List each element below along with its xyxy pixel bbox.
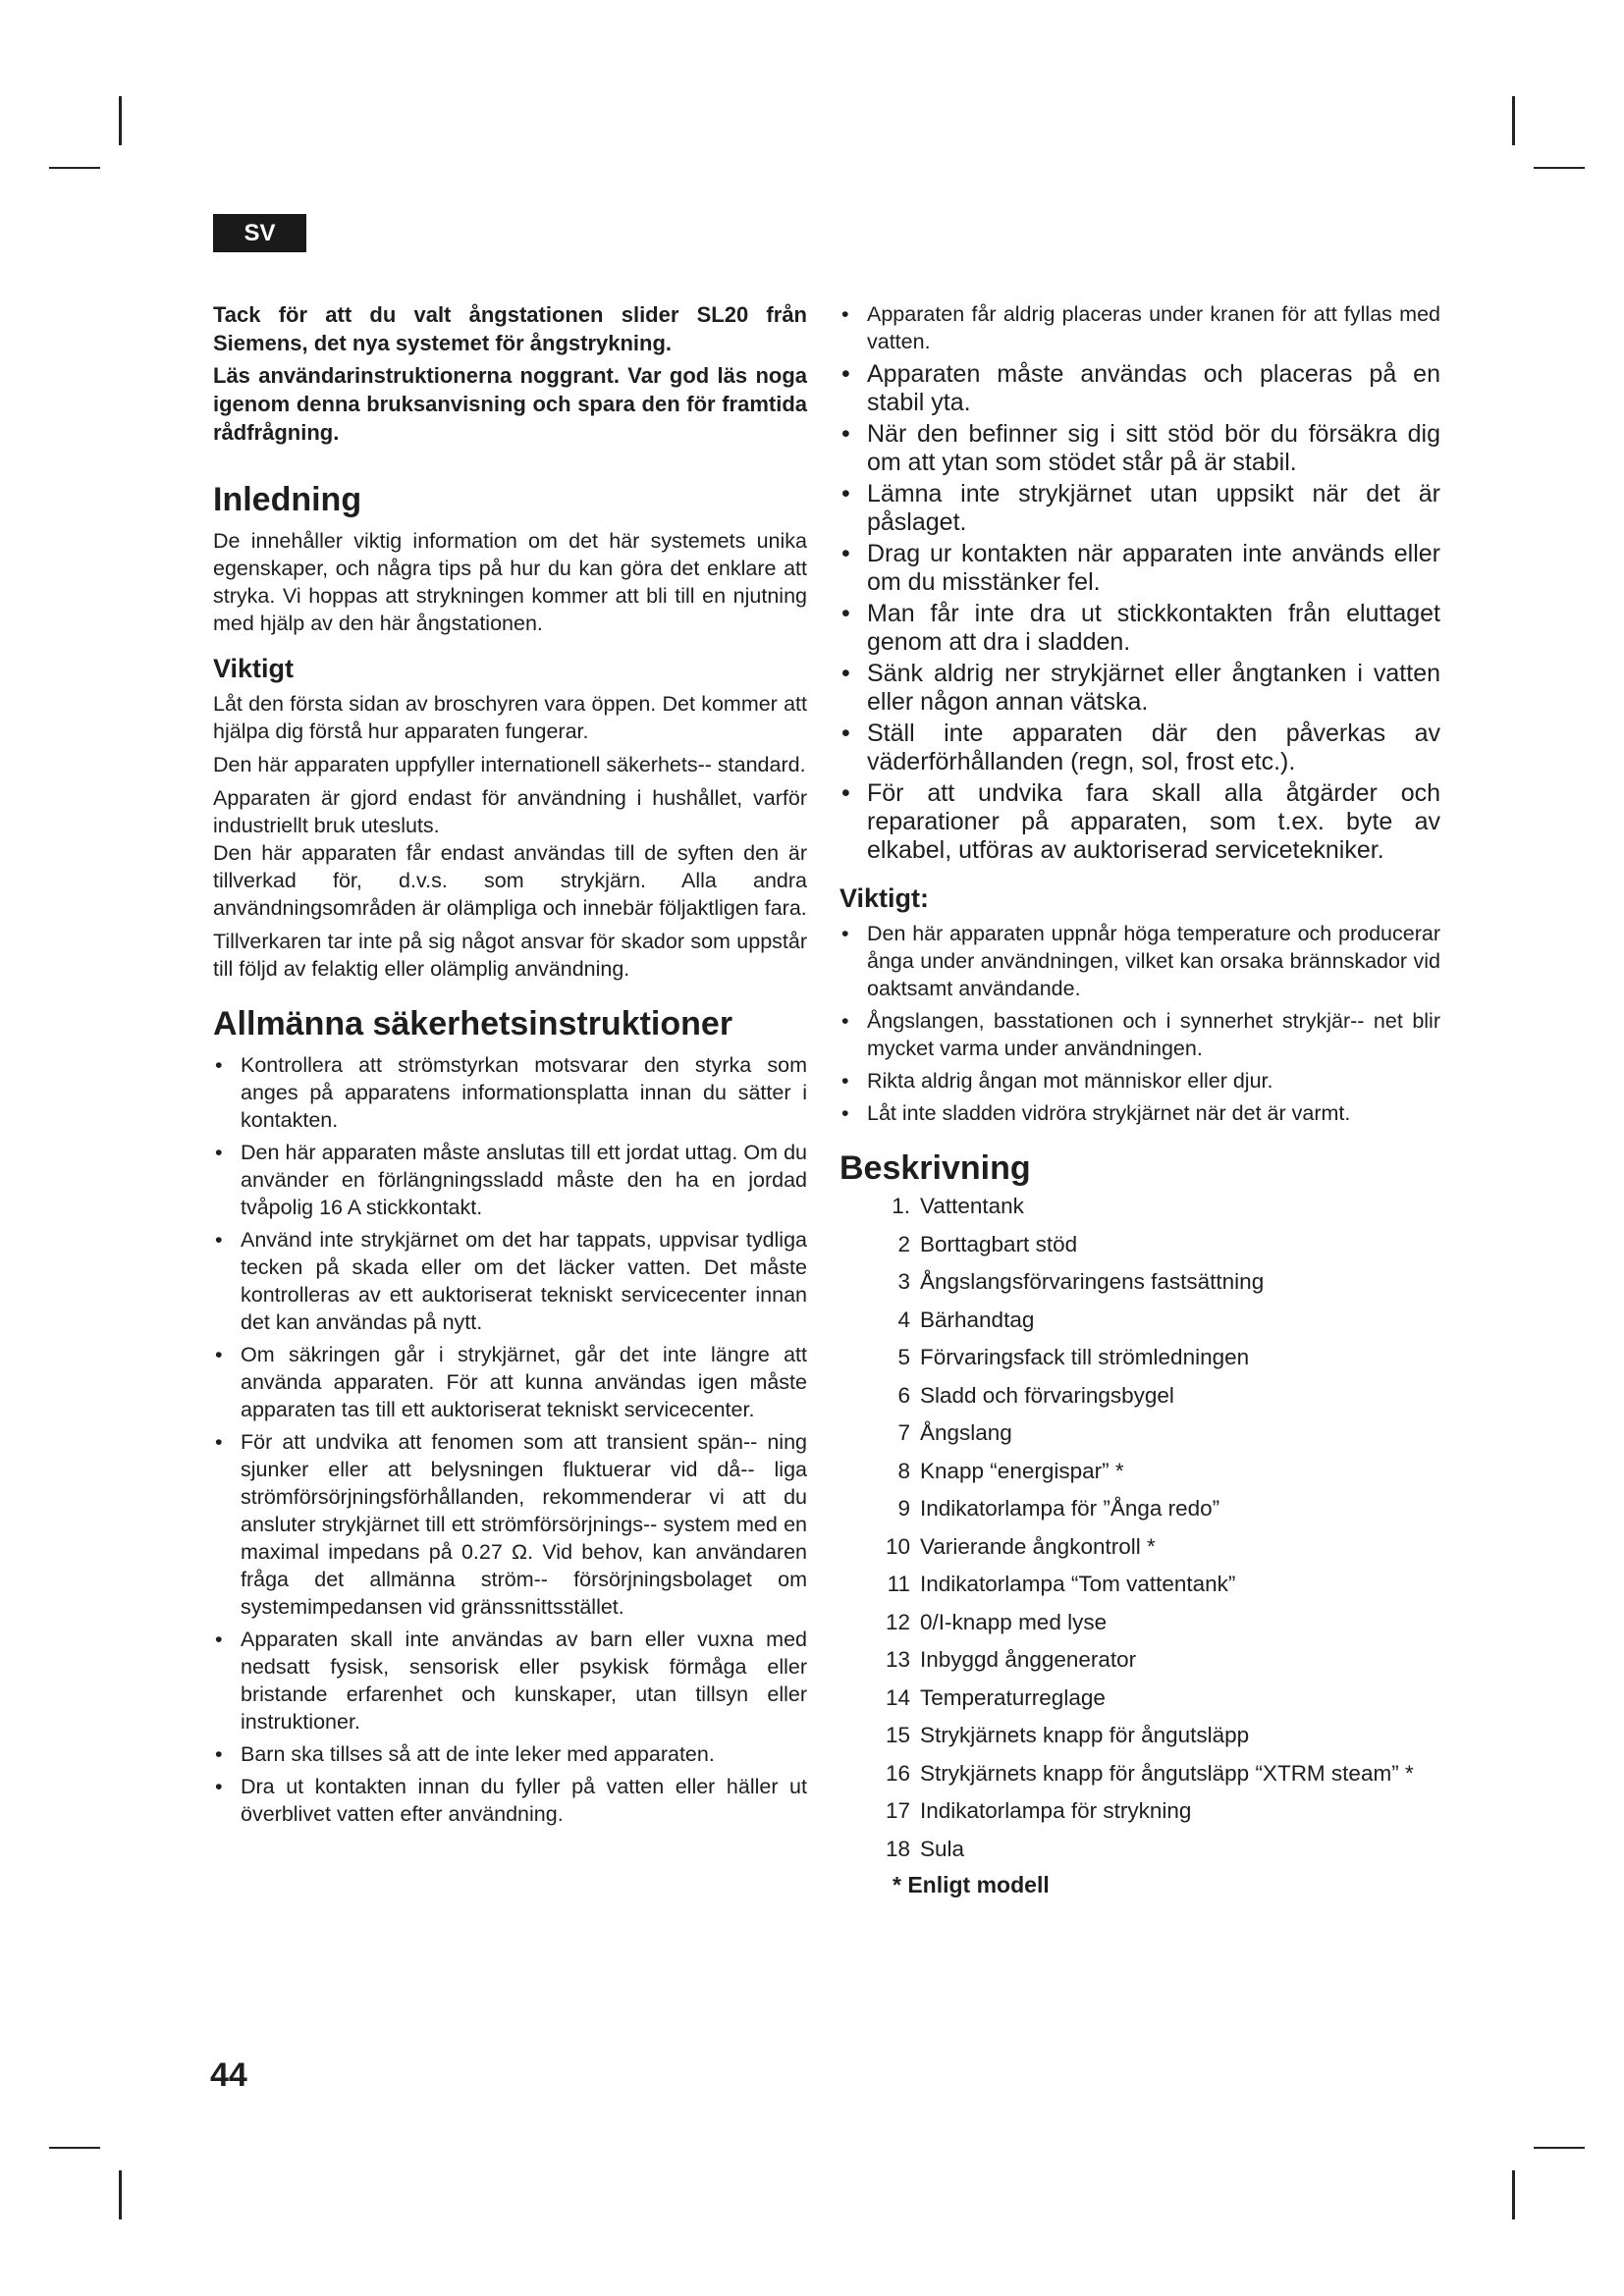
- part-item: 4 Bärhandtag: [897, 1307, 1035, 1332]
- part-item: 15 Strykjärnets knapp för ångutsläpp: [885, 1723, 1250, 1747]
- part-item: 13 Inbyggd ånggenerator: [885, 1647, 1137, 1672]
- viktigt-paragraph: Den här apparaten får endast användas till de syften den är tillverkad för, d.v.s. som strykjärn. Alla andra användningsområden är olämpliga och innebär följaktligen fara.: [213, 841, 807, 920]
- safety-list-large: [839, 360, 1440, 865]
- crop-mark: [49, 167, 100, 169]
- part-item: 17 Indikatorlampa för strykning: [885, 1798, 1192, 1823]
- list-item: • Apparaten skall inte användas av barn eller vuxna med nedsatt fysisk, sensorisk eller psykisk förmåga eller bristande erfarenhet och kunskaper, utan tillsyn eller instruktioner.: [215, 1628, 807, 1734]
- part-item: 5 Förvaringsfack till strömledningen: [897, 1345, 1250, 1369]
- list-item: • Använd inte strykjärnet om det har tappats, uppvisar tydliga tecken på skada eller om det läcker vatten. Det måste kontrolleras av ett auktoriserat tekniskt servicecenter innan det kan användas på nytt.: [215, 1228, 807, 1334]
- list-item: • Låt inte sladden vidröra strykjärnet när det är varmt.: [841, 1101, 1351, 1125]
- part-item: 12 0/I-knapp med lyse: [885, 1609, 1108, 1634]
- right-column: [839, 300, 1440, 1899]
- list-item: • Barn ska tillses så att de inte leker med apparaten.: [215, 1742, 715, 1766]
- part-item: 1. Vattentank: [892, 1194, 1024, 1218]
- heading-viktigt: Viktigt: [213, 654, 295, 683]
- safety-list-continued: [839, 300, 1440, 355]
- safety-list: [213, 1051, 807, 1828]
- intro-read: Läs användarinstruktionerna noggrant. Var god läs noga igenom denna bruksanvisning och spara den för framtida rådfrågning.: [213, 363, 807, 445]
- crop-mark: [1512, 96, 1515, 145]
- list-item: • Ställ inte apparaten där den påverkas av väderförhållanden (regn, sol, frost etc.).: [841, 720, 1440, 775]
- part-item: 2 Borttagbart stöd: [897, 1231, 1078, 1256]
- parts-list: [839, 1190, 1440, 1865]
- part-item: 11 Indikatorlampa “Tom vattentank”: [887, 1572, 1236, 1596]
- list-item: • Dra ut kontakten innan du fyller på vatten eller häller ut överblivet vatten efter användning.: [215, 1775, 807, 1826]
- part-item: 14 Temperaturreglage: [885, 1684, 1106, 1710]
- heading-viktigt-2: Viktigt:: [839, 883, 930, 913]
- viktigt-paragraph: Låt den första sidan av broschyren vara öppen. Det kommer att hjälpa dig förstå hur apparaten fungerar.: [213, 692, 807, 743]
- heading-safety: Allmänna säkerhetsinstruktioner: [213, 1005, 733, 1042]
- viktigt-list: [839, 920, 1440, 1127]
- list-item: • För att undvika fara skall alla åtgärder och reparationer på apparaten, som t.ex. byte av elkabel, utföras av auktoriserad servicetekniker.: [841, 779, 1440, 864]
- list-item: • Apparaten får aldrig placeras under kranen för att fyllas med vatten.: [841, 302, 1440, 353]
- part-item: 9 Indikatorlampa för ”Ånga redo”: [897, 1496, 1220, 1521]
- list-item: • Ångslangen, basstationen och i synnerhet strykjär-- net blir mycket varma under användningen.: [841, 1009, 1440, 1060]
- crop-mark: [1512, 2170, 1515, 2219]
- list-item: • För att undvika att fenomen som att transient spän-- ning sjunker eller att belysningen fluktuerar vid då-- liga strömförsörjningsförhållanden, rekommenderar vi att du ansluter strykjärnet till ett strömförsörjnings-- system med en maximal impedans på 0.27 Ω. Vid behov, kan användaren fråga det allmänna ström-- försörjningsbolaget om systemimpedansen vid gränssnittsstället.: [215, 1430, 807, 1619]
- part-item: 3 Ångslangsförvaringens fastsättning: [897, 1269, 1265, 1294]
- part-item: 18 Sula: [885, 1836, 965, 1861]
- list-item: • Apparaten måste användas och placeras på en stabil yta.: [841, 360, 1440, 416]
- list-item: • Kontrollera att strömstyrkan motsvarar den styrka som anges på apparatens informationsplatta innan du sätter i kontakten.: [215, 1053, 807, 1132]
- list-item: • Sänk aldrig ner strykjärnet eller ångtanken i vatten eller någon annan vätska.: [841, 660, 1440, 716]
- inledning-text: De innehåller viktig information om det här systemets unika egenskaper, och några tips på hur du kan göra det enklare att stryka. Vi hoppas att strykningen kommer att bli till en njutning med hjälp av den här ångstationen.: [213, 529, 807, 635]
- part-item: 7 Ångslang: [897, 1420, 1012, 1445]
- list-item: • Drag ur kontakten när apparaten inte används eller om du misstänker fel.: [841, 540, 1440, 596]
- viktigt-paragraph: Den här apparaten uppfyller internationell säkerhets-- standard.: [213, 753, 806, 776]
- part-item: 16 Strykjärnets knapp för ångutsläpp “XTRM steam” *: [885, 1760, 1414, 1786]
- part-item: 8 Knapp “energispar” *: [897, 1458, 1124, 1483]
- list-item: • Om säkringen går i strykjärnet, går det inte längre att använda apparaten. För att kunna användas igen måste apparaten tas till ett auktoriserat tekniskt servicecenter.: [215, 1343, 807, 1421]
- crop-mark: [49, 2147, 100, 2149]
- list-item: • Den här apparaten måste anslutas till ett jordat uttag. Om du använder en förlängningssladd måste den ha en jordad tvåpolig 16 A stickkontakt.: [215, 1141, 807, 1219]
- left-column: [213, 300, 807, 1833]
- list-item: • Den här apparaten uppnår höga temperature och producerar ånga under användningen, vilket kan orsaka brännskador vid oaktsamt användande.: [841, 922, 1440, 1000]
- crop-mark: [1534, 167, 1585, 169]
- crop-mark: [1534, 2147, 1585, 2149]
- heading-beskrivning: Beskrivning: [839, 1149, 1031, 1187]
- list-item: • När den befinner sig i sitt stöd bör du försäkra dig om att ytan som stödet står på är stabil.: [841, 420, 1440, 476]
- viktigt-paragraph: Tillverkaren tar inte på sig något ansvar för skador som uppstår till följd av felaktig eller olämplig användning.: [213, 930, 807, 981]
- crop-mark: [119, 2170, 122, 2219]
- list-item: • Rikta aldrig ångan mot människor eller djur.: [841, 1069, 1273, 1093]
- model-footnote: * Enligt modell: [893, 1872, 1050, 1897]
- page-number: 44: [210, 2056, 247, 2094]
- part-item: 10 Varierande ångkontroll *: [885, 1533, 1156, 1559]
- intro-thanks: Tack för att du valt ångstationen slider SL20 från Siemens, det nya systemet för ångstrykning.: [213, 302, 807, 355]
- list-item: • Man får inte dra ut stickkontakten från eluttaget genom att dra i sladden.: [841, 600, 1440, 656]
- language-tag: SV: [213, 214, 306, 252]
- viktigt-paragraph: Apparaten är gjord endast för användning i hushållet, varför industriellt bruk utesluts.: [213, 786, 807, 837]
- heading-inledning: Inledning: [213, 481, 362, 518]
- crop-mark: [119, 96, 122, 145]
- list-item: • Lämna inte strykjärnet utan uppsikt när det är påslaget.: [841, 480, 1440, 536]
- part-item: 6 Sladd och förvaringsbygel: [897, 1382, 1174, 1408]
